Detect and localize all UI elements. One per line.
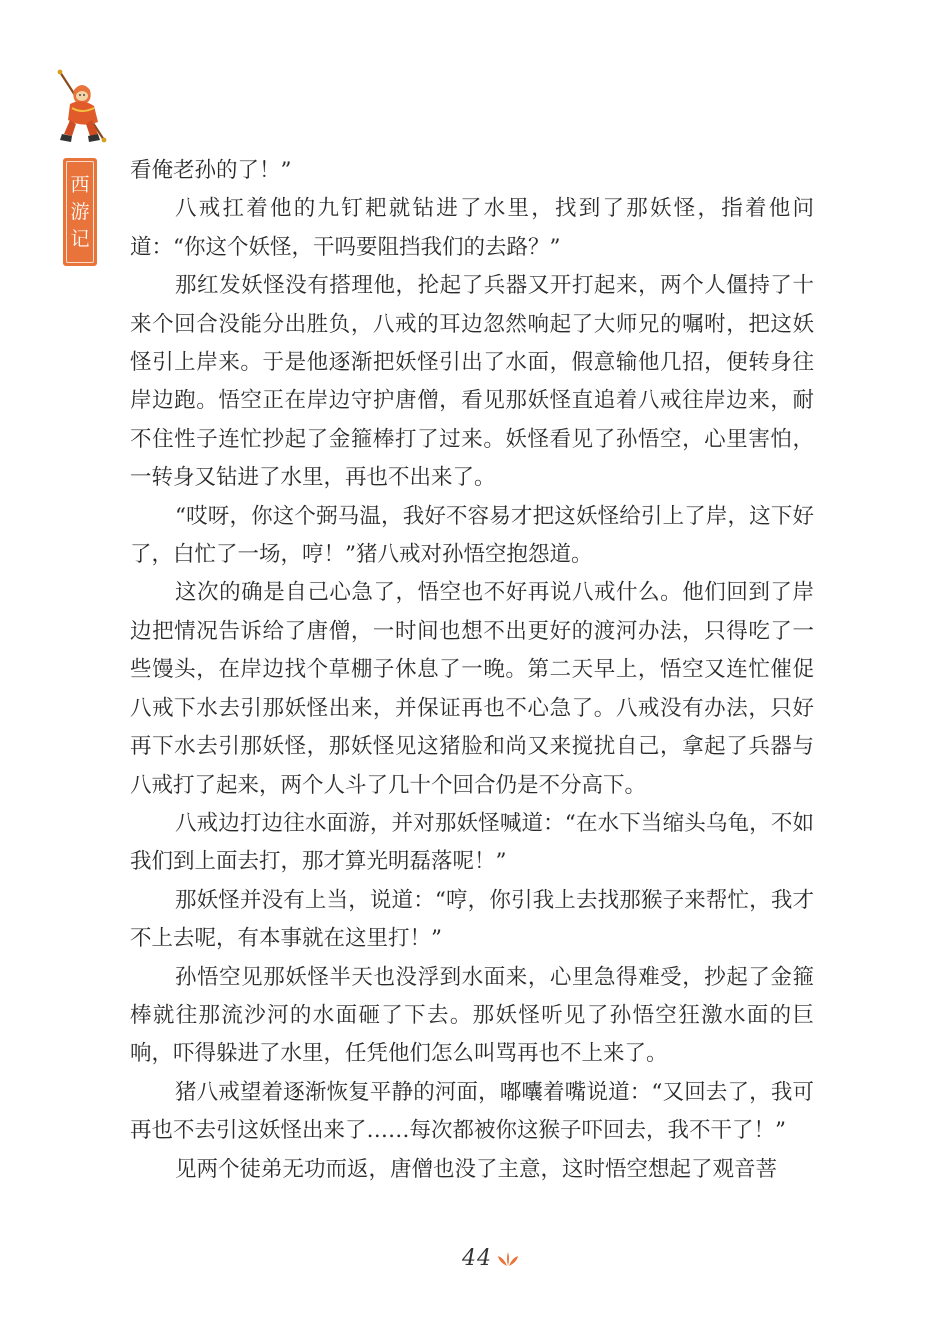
paragraph: 见两个徒弟无功而返，唐僧也没了主意，这时悟空想起了观音菩 xyxy=(175,1156,778,1182)
paragraph: 那红发妖怪没有搭理他，抡起了兵器又开打起来，两个人僵持了十来个回合没能分出胜负，八戒的耳边忽然响起了大师兄的嘱咐，把这妖怪引上岸来。于是他逐渐把妖怪引出了水面，假意输他几招，便转身往岸边跑。悟空正在岸边守护唐僧，看见那妖怪直追着八戒往岸边来，耐不住性子连忙抄起了金箍棒打了过来。妖怪看见了孙悟空，心里害怕，一转身又钻进了水里，再也不出来了。 xyxy=(130,273,814,491)
paragraph: “哎呀，你这个弼马温，我好不容易才把这妖怪给引上了岸，这下好了，白忙了一场，哼！”猪八戒对孙悟空抱怨道。 xyxy=(130,503,814,568)
paragraph: 八戒扛着他的九钉耙就钻进了水里，找到了那妖怪，指着他问道：“你这个妖怪，干吗要阻挡我们的去路？” xyxy=(130,196,814,260)
paragraph: 孙悟空见那妖怪半天也没浮到水面来，心里急得难受，抄起了金箍棒就往那流沙河的水面砸了下去。那妖怪听见了孙悟空狂激水面的巨响，吓得躲进了水里，任凭他们怎么叫骂再也不上来了。 xyxy=(130,964,814,1067)
paragraph: 猪八戒望着逐渐恢复平静的河面，嘟囔着嘴说道：“又回去了，我可再也不去引这妖怪出来了……每次都被你这猴子吓回去，我不干了！” xyxy=(130,1079,814,1144)
book-title-char: 游 xyxy=(70,200,90,223)
paragraph: 这次的确是自己心急了，悟空也不好再说八戒什么。他们回到了岸边把情况告诉给了唐僧，一时间也想不出更好的渡河办法，只得吃了一些馒头，在岸边找个草棚子休息了一晚。第二天早上，悟空又连忙催促八戒下水去引那妖怪出来，并保证再也不心急了。八戒没有办法，只好再下水去引那妖怪，那妖怪见这猪脸和尚又来搅扰自己，拿起了兵器与八戒打了起来，两个人斗了几十个回合仍是不分高下。 xyxy=(130,580,814,798)
paragraph: 那妖怪并没有上当，说道：“哼，你引我上去找那猴子来帮忙，我才不上去呢，有本事就在这里打！” xyxy=(130,887,814,952)
leaf-ornament-icon xyxy=(496,1250,520,1268)
paragraph: 看俺老孙的了！” xyxy=(130,158,292,183)
page-number: 44 xyxy=(462,1246,492,1271)
monkey-king-icon xyxy=(52,68,112,150)
book-title-char: 记 xyxy=(70,227,90,250)
page-footer xyxy=(462,1246,520,1271)
body-text xyxy=(130,152,814,1189)
paragraph: 八戒边打边往水面游，并对那妖怪喊道：“在水下当缩头乌龟，不如我们到上面去打，那才算光明磊落呢！” xyxy=(130,810,814,875)
book-title-tab xyxy=(63,158,97,266)
book-title-char: 西 xyxy=(70,173,90,196)
